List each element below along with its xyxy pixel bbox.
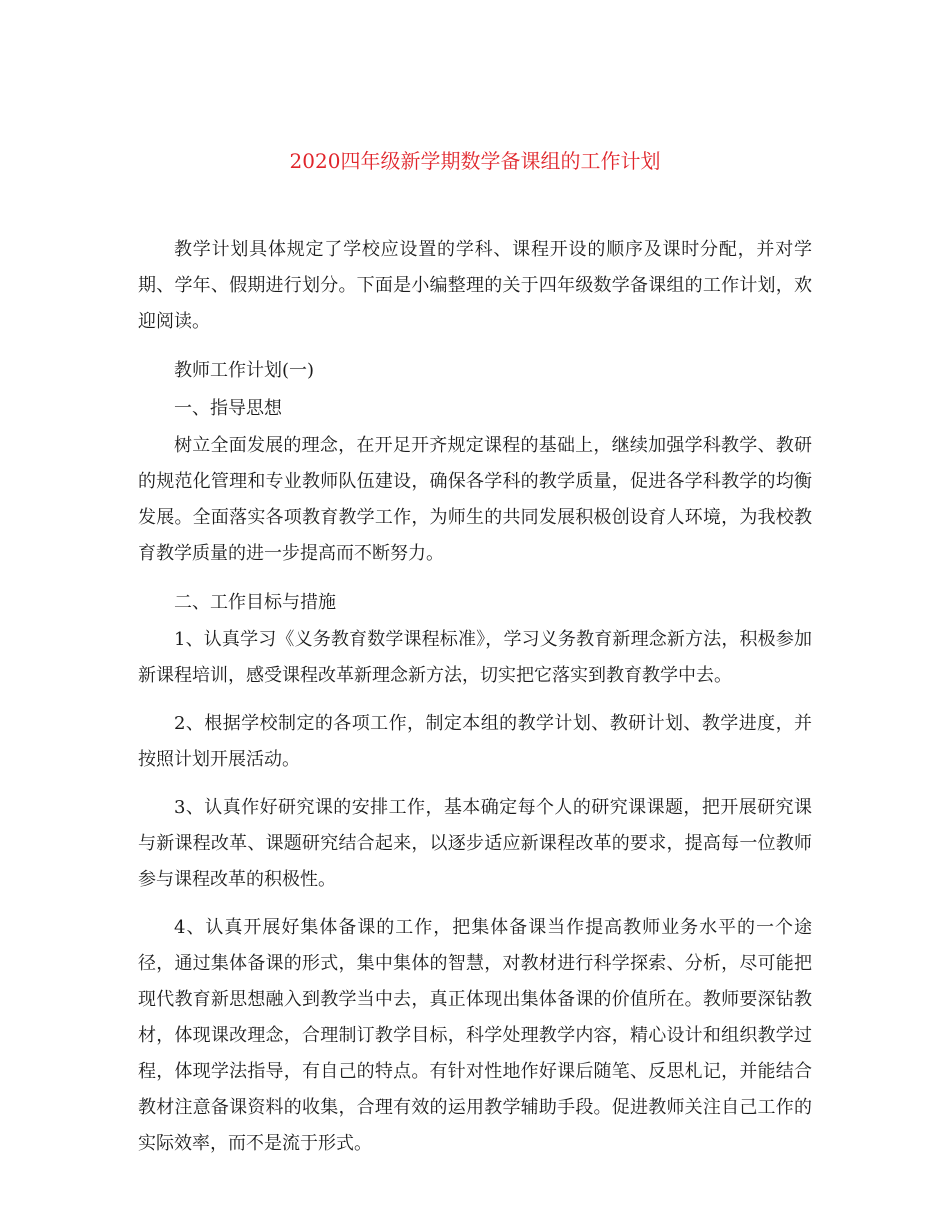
document-title: 2020四年级新学期数学备课组的工作计划 — [289, 149, 661, 173]
intro-paragraph: 教学计划具体规定了学校应设置的学科、课程开设的顺序及课时分配，并对学期、学年、假期进行划分。下面是小编整理的关于四年级数学备课组的工作计划，欢迎阅读。 — [138, 239, 812, 332]
guiding-ideology-paragraph: 树立全面发展的理念，在开足开齐规定课程的基础上，继续加强学科教学、教研的规范化管理和专业教师队伍建设，确保各学科的教学质量，促进各学科教学的均衡发展。全面落实各项教育教学工作，为师生的共同发展积极创设育人环境，为我校教育教学质量的进一步提高而不断努力。 — [138, 435, 812, 564]
document-body — [138, 232, 812, 1174]
measure-item-4: 4、认真开展好集体备课的工作，把集体备课当作提高教师业务水平的一个途径，通过集体备课的形式，集中集体的智慧，对教材进行科学探索、分析，尽可能把现代教育新思想融入到教学当中去，真正体现出集体备课的价值所在。教师要深钻教材，体现课改理念，合理制订教学目标，科学处理教学内容，精心设计和组织教学过程，体现学法指导，有自己的特点。有针对性地作好课后随笔、反思札记，并能结合教材注意备课资料的收集，合理有效的运用教学辅助手段。促进教师关注自己工作的实际效率，而不是流于形式。 — [138, 917, 812, 1154]
measure-item-1: 1、认真学习《义务教育数学课程标准》，学习义务教育新理念新方法，积极参加新课程培训，感受课程改革新理念新方法，切实把它落实到教育教学中去。 — [138, 629, 812, 686]
section-plan-heading: 教师工作计划(一) — [174, 360, 315, 381]
measure-item-2: 2、根据学校制定的各项工作，制定本组的教学计划、教研计划、教学进度，并按照计划开展活动。 — [138, 713, 812, 770]
section-guiding-ideology-heading: 一、指导思想 — [174, 398, 282, 419]
measure-item-3: 3、认真作好研究课的安排工作，基本确定每个人的研究课课题，把开展研究课与新课程改革、课题研究结合起来，以逐步适应新课程改革的要求，提高每一位教师参与课程改革的积极性。 — [138, 797, 812, 890]
section-goals-measures-heading: 二、工作目标与措施 — [174, 592, 336, 613]
